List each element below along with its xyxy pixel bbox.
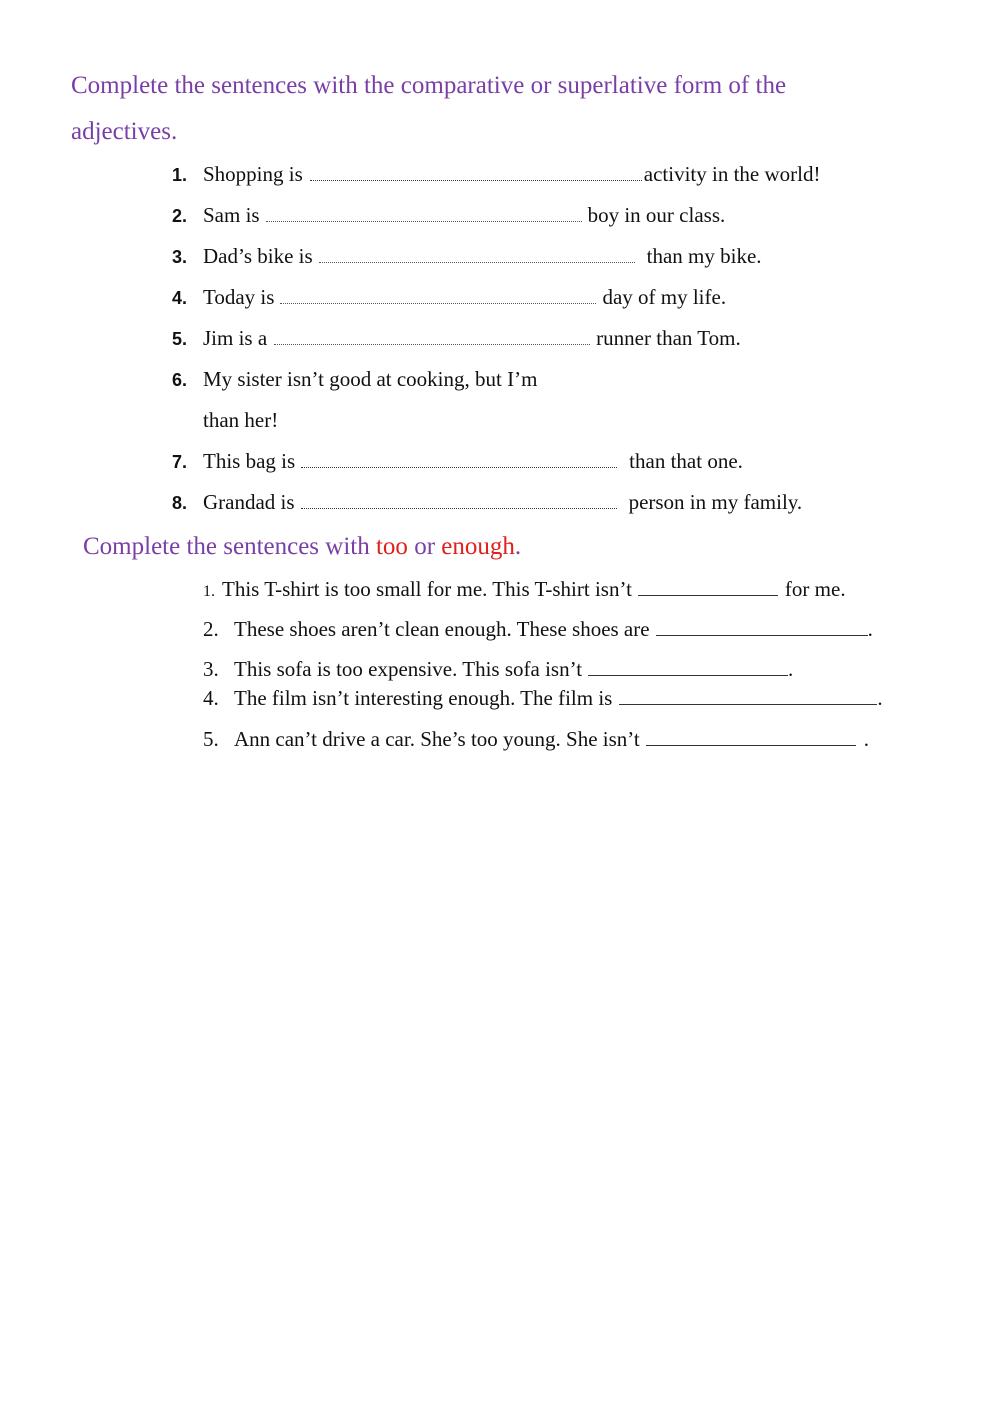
item-number: 1. — [172, 165, 188, 185]
answer-blank[interactable] — [619, 703, 877, 705]
answer-blank[interactable] — [280, 302, 596, 304]
exercise1-item — [172, 287, 726, 313]
item-number: 4. — [172, 288, 188, 308]
item-number: 4. — [203, 686, 219, 710]
exercise1-item — [172, 246, 762, 272]
item-text-before: Dad’s bike is — [203, 244, 313, 268]
item-number: 5. — [172, 329, 188, 349]
item-text-before: Sam is — [203, 203, 260, 227]
item-text-before: Shopping is — [203, 162, 303, 186]
item-text-before: My sister isn’t good at cooking, but I’m — [203, 367, 538, 391]
item-number: 6. — [172, 370, 188, 390]
answer-blank[interactable] — [301, 507, 617, 509]
answer-blank[interactable] — [646, 744, 856, 746]
item-number: 7. — [172, 452, 188, 472]
answer-blank[interactable] — [266, 220, 582, 222]
answer-blank[interactable] — [588, 674, 788, 676]
item-text-after: activity in the world! — [643, 162, 821, 186]
item-text-after: . — [877, 686, 883, 710]
exercise1-item — [172, 369, 537, 395]
keyword-enough: enough — [441, 533, 515, 560]
exercise1-item — [172, 492, 802, 518]
item-number: 3. — [203, 657, 219, 681]
exercise2-item — [203, 688, 883, 714]
item-text-before: This sofa is too expensive. This sofa isn’t — [234, 657, 583, 681]
exercise1-item — [172, 164, 821, 190]
exercise1-item — [172, 328, 741, 354]
item-text-after: . — [867, 617, 873, 641]
item-text-after: for me. — [784, 577, 846, 601]
exercise1-item — [172, 205, 725, 231]
instruction-text: Complete the sentences with — [83, 533, 376, 560]
answer-blank[interactable] — [656, 634, 868, 636]
item-text-after: . — [863, 727, 869, 751]
item-text-before: Jim is a — [203, 326, 268, 350]
item-number: 8. — [172, 493, 188, 513]
exercise1-item-continuation — [203, 410, 278, 436]
exercise2-item — [203, 579, 846, 605]
keyword-too: too — [375, 533, 408, 560]
item-text-before: Today is — [203, 285, 275, 309]
item-text-after: than her! — [203, 408, 279, 432]
instruction-text: or — [407, 533, 442, 560]
item-text-before: These shoes aren’t clean enough. These shoes are — [234, 617, 650, 641]
item-text-after: . — [788, 657, 794, 681]
exercise2-item — [203, 659, 793, 685]
item-text-after: than that one. — [629, 449, 743, 473]
item-text-before: Ann can’t drive a car. She’s too young. She isn’t — [234, 727, 640, 751]
item-number: 3. — [172, 247, 188, 267]
item-number: 5. — [203, 727, 219, 751]
item-text-after: person in my family. — [628, 490, 803, 514]
exercise2-item — [203, 619, 873, 645]
answer-blank[interactable] — [310, 179, 642, 181]
section2-instruction — [83, 534, 521, 559]
item-number: 2. — [203, 617, 219, 641]
section1-instruction-line1: Complete the sentences with the comparative or superlative form of the — [71, 72, 787, 99]
instruction-text: . — [514, 533, 522, 560]
item-text-after: than my bike. — [646, 244, 762, 268]
item-number: 1. — [203, 583, 215, 600]
answer-blank[interactable] — [301, 466, 617, 468]
exercise1-item — [172, 451, 743, 477]
answer-blank[interactable] — [638, 594, 778, 596]
answer-blank[interactable] — [274, 343, 590, 345]
item-text-before: This bag is — [203, 449, 296, 473]
item-text-before: Grandad is — [203, 490, 295, 514]
item-number: 2. — [172, 206, 188, 226]
item-text-before: The film isn’t interesting enough. The film is — [234, 686, 613, 710]
section1-instruction-line2: adjectives. — [71, 118, 178, 145]
item-text-after: day of my life. — [602, 285, 727, 309]
answer-blank[interactable] — [319, 261, 635, 263]
exercise2-item — [203, 729, 869, 755]
item-text-after: runner than Tom. — [596, 326, 741, 350]
item-text-before: This T-shirt is too small for me. This T-shirt isn’t — [222, 577, 632, 601]
item-text-after: boy in our class. — [587, 203, 726, 227]
